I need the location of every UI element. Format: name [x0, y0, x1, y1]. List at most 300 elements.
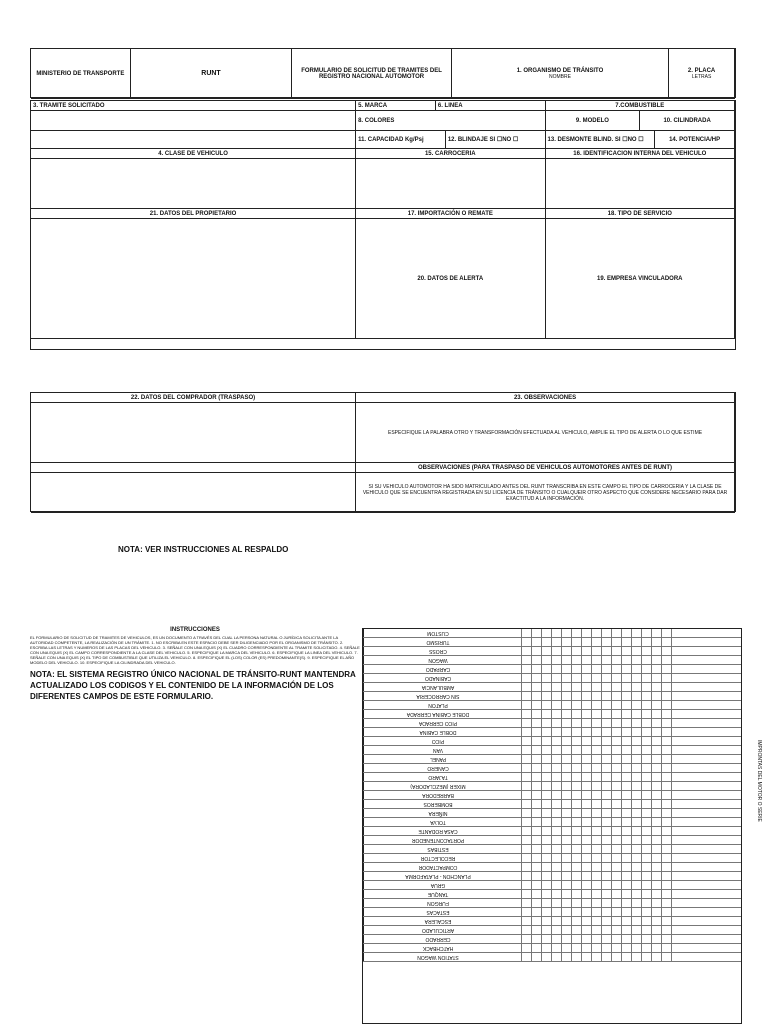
grid-cell[interactable]: [592, 674, 602, 682]
grid-cell[interactable]: [542, 764, 552, 772]
grid-cell[interactable]: [642, 683, 652, 691]
grid-cell[interactable]: [552, 647, 562, 655]
grid-cell[interactable]: [642, 836, 652, 844]
grid-cell[interactable]: [582, 683, 592, 691]
grid-cell[interactable]: [562, 737, 572, 745]
grid-cell[interactable]: [572, 818, 582, 826]
grid-cell[interactable]: [532, 818, 542, 826]
grid-cell[interactable]: [652, 728, 662, 736]
grid-cell[interactable]: [572, 710, 582, 718]
grid-cell[interactable]: [562, 647, 572, 655]
grid-cell[interactable]: [542, 818, 552, 826]
grid-cell[interactable]: [632, 899, 642, 907]
grid-cell[interactable]: [572, 899, 582, 907]
grid-cell[interactable]: [542, 629, 552, 637]
grid-cell[interactable]: [512, 944, 522, 952]
grid-cell[interactable]: [522, 908, 532, 916]
grid-cell[interactable]: [642, 872, 652, 880]
grid-cell[interactable]: [652, 899, 662, 907]
grid-cell[interactable]: [562, 926, 572, 934]
grid-cell[interactable]: [622, 791, 632, 799]
grid-cell[interactable]: [632, 935, 642, 943]
grid-cell[interactable]: [622, 647, 632, 655]
grid-cell[interactable]: [592, 917, 602, 925]
grid-cell[interactable]: [522, 629, 532, 637]
grid-cell[interactable]: [552, 791, 562, 799]
grid-cell[interactable]: [602, 881, 612, 889]
grid-cell[interactable]: [652, 800, 662, 808]
grid-cell[interactable]: [632, 908, 642, 916]
grid-cell[interactable]: [642, 638, 652, 646]
grid-cell[interactable]: [622, 674, 632, 682]
grid-cell[interactable]: [512, 764, 522, 772]
grid-cell[interactable]: [612, 953, 622, 961]
grid-cell[interactable]: [612, 917, 622, 925]
empresa-fields[interactable]: [546, 219, 735, 339]
grid-cell[interactable]: [652, 656, 662, 664]
grid-cell[interactable]: [622, 782, 632, 790]
grid-cell[interactable]: [572, 656, 582, 664]
grid-cell[interactable]: [662, 683, 672, 691]
grid-cell[interactable]: [632, 719, 642, 727]
grid-cell[interactable]: [512, 836, 522, 844]
grid-cell[interactable]: [542, 755, 552, 763]
grid-cell[interactable]: [512, 872, 522, 880]
grid-cell[interactable]: [662, 728, 672, 736]
grid-cell[interactable]: [582, 863, 592, 871]
grid-cell[interactable]: [572, 791, 582, 799]
grid-cell[interactable]: [592, 845, 602, 853]
grid-cell[interactable]: [552, 701, 562, 709]
grid-cell[interactable]: [572, 926, 582, 934]
grid-cell[interactable]: [662, 719, 672, 727]
grid-cell[interactable]: [572, 890, 582, 898]
grid-cell[interactable]: [592, 701, 602, 709]
grid-cell[interactable]: [582, 746, 592, 754]
grid-cell[interactable]: [622, 638, 632, 646]
grid-cell[interactable]: [512, 926, 522, 934]
grid-cell[interactable]: [522, 764, 532, 772]
grid-cell[interactable]: [612, 692, 622, 700]
grid-cell[interactable]: [582, 665, 592, 673]
grid-cell[interactable]: [592, 854, 602, 862]
grid-cell[interactable]: [652, 755, 662, 763]
grid-cell[interactable]: [602, 872, 612, 880]
grid-cell[interactable]: [632, 872, 642, 880]
grid-cell[interactable]: [602, 935, 612, 943]
grid-cell[interactable]: [592, 944, 602, 952]
grid-cell[interactable]: [522, 737, 532, 745]
grid-cell[interactable]: [632, 944, 642, 952]
grid-cell[interactable]: [552, 746, 562, 754]
grid-cell[interactable]: [562, 953, 572, 961]
grid-cell[interactable]: [632, 863, 642, 871]
grid-cell[interactable]: [512, 728, 522, 736]
grid-cell[interactable]: [512, 701, 522, 709]
grid-cell[interactable]: [632, 692, 642, 700]
grid-cell[interactable]: [562, 719, 572, 727]
grid-cell[interactable]: [632, 764, 642, 772]
grid-cell[interactable]: [562, 782, 572, 790]
grid-cell[interactable]: [602, 710, 612, 718]
grid-cell[interactable]: [552, 899, 562, 907]
grid-cell[interactable]: [652, 782, 662, 790]
grid-cell[interactable]: [562, 746, 572, 754]
grid-cell[interactable]: [542, 728, 552, 736]
grid-cell[interactable]: [532, 665, 542, 673]
grid-cell[interactable]: [552, 845, 562, 853]
grid-cell[interactable]: [542, 647, 552, 655]
grid-cell[interactable]: [532, 719, 542, 727]
grid-cell[interactable]: [572, 827, 582, 835]
grid-cell[interactable]: [642, 890, 652, 898]
grid-cell[interactable]: [582, 935, 592, 943]
grid-cell[interactable]: [532, 710, 542, 718]
grid-cell[interactable]: [612, 854, 622, 862]
grid-cell[interactable]: [512, 863, 522, 871]
grid-cell[interactable]: [542, 683, 552, 691]
grid-cell[interactable]: [602, 764, 612, 772]
grid-cell[interactable]: [582, 944, 592, 952]
grid-cell[interactable]: [572, 764, 582, 772]
grid-cell[interactable]: [592, 863, 602, 871]
grid-cell[interactable]: [572, 881, 582, 889]
grid-cell[interactable]: [662, 953, 672, 961]
grid-cell[interactable]: [522, 710, 532, 718]
grid-cell[interactable]: [522, 656, 532, 664]
grid-cell[interactable]: [532, 647, 542, 655]
grid-cell[interactable]: [542, 890, 552, 898]
grid-cell[interactable]: [622, 836, 632, 844]
grid-cell[interactable]: [522, 773, 532, 781]
grid-cell[interactable]: [532, 890, 542, 898]
grid-cell[interactable]: [592, 629, 602, 637]
grid-cell[interactable]: [582, 845, 592, 853]
grid-cell[interactable]: [652, 737, 662, 745]
grid-cell[interactable]: [612, 701, 622, 709]
grid-cell[interactable]: [512, 908, 522, 916]
grid-cell[interactable]: [582, 926, 592, 934]
grid-cell[interactable]: [592, 782, 602, 790]
grid-cell[interactable]: [572, 683, 582, 691]
grid-cell[interactable]: [522, 746, 532, 754]
grid-cell[interactable]: [592, 746, 602, 754]
grid-cell[interactable]: [572, 692, 582, 700]
grid-cell[interactable]: [512, 719, 522, 727]
grid-cell[interactable]: [642, 764, 652, 772]
grid-cell[interactable]: [542, 863, 552, 871]
grid-cell[interactable]: [532, 908, 542, 916]
grid-cell[interactable]: [662, 908, 672, 916]
grid-cell[interactable]: [622, 773, 632, 781]
grid-cell[interactable]: [542, 719, 552, 727]
grid-cell[interactable]: [642, 746, 652, 754]
grid-cell[interactable]: [582, 809, 592, 817]
grid-cell[interactable]: [652, 836, 662, 844]
grid-cell[interactable]: [602, 791, 612, 799]
grid-cell[interactable]: [612, 863, 622, 871]
grid-cell[interactable]: [582, 854, 592, 862]
grid-cell[interactable]: [632, 737, 642, 745]
grid-cell[interactable]: [562, 827, 572, 835]
grid-cell[interactable]: [632, 665, 642, 673]
grid-cell[interactable]: [602, 683, 612, 691]
grid-cell[interactable]: [592, 638, 602, 646]
grid-cell[interactable]: [552, 827, 562, 835]
grid-cell[interactable]: [552, 809, 562, 817]
grid-cell[interactable]: [562, 809, 572, 817]
grid-cell[interactable]: [522, 692, 532, 700]
grid-cell[interactable]: [542, 638, 552, 646]
grid-cell[interactable]: [632, 800, 642, 808]
grid-cell[interactable]: [562, 764, 572, 772]
grid-cell[interactable]: [512, 674, 522, 682]
grid-cell[interactable]: [572, 755, 582, 763]
grid-cell[interactable]: [582, 899, 592, 907]
grid-cell[interactable]: [522, 674, 532, 682]
grid-cell[interactable]: [602, 656, 612, 664]
grid-cell[interactable]: [542, 836, 552, 844]
grid-cell[interactable]: [562, 872, 572, 880]
grid-cell[interactable]: [522, 845, 532, 853]
grid-cell[interactable]: [552, 656, 562, 664]
grid-cell[interactable]: [552, 863, 562, 871]
comprador-fields[interactable]: [31, 403, 356, 463]
grid-cell[interactable]: [612, 809, 622, 817]
grid-cell[interactable]: [602, 836, 612, 844]
grid-cell[interactable]: [532, 926, 542, 934]
grid-cell[interactable]: [662, 737, 672, 745]
grid-cell[interactable]: [512, 935, 522, 943]
grid-cell[interactable]: [522, 755, 532, 763]
grid-cell[interactable]: [512, 854, 522, 862]
grid-cell[interactable]: [572, 719, 582, 727]
grid-cell[interactable]: [512, 800, 522, 808]
grid-cell[interactable]: [552, 710, 562, 718]
grid-cell[interactable]: [562, 692, 572, 700]
grid-cell[interactable]: [642, 728, 652, 736]
grid-cell[interactable]: [602, 692, 612, 700]
grid-cell[interactable]: [542, 692, 552, 700]
grid-cell[interactable]: [612, 890, 622, 898]
grid-cell[interactable]: [652, 665, 662, 673]
grid-cell[interactable]: [602, 944, 612, 952]
grid-cell[interactable]: [592, 791, 602, 799]
grid-cell[interactable]: [512, 881, 522, 889]
grid-cell[interactable]: [622, 701, 632, 709]
grid-cell[interactable]: [632, 836, 642, 844]
grid-cell[interactable]: [612, 656, 622, 664]
grid-cell[interactable]: [622, 737, 632, 745]
grid-cell[interactable]: [642, 908, 652, 916]
grid-cell[interactable]: [582, 827, 592, 835]
grid-cell[interactable]: [522, 854, 532, 862]
grid-cell[interactable]: [562, 800, 572, 808]
grid-cell[interactable]: [582, 818, 592, 826]
grid-cell[interactable]: [552, 674, 562, 682]
grid-cell[interactable]: [592, 719, 602, 727]
grid-cell[interactable]: [652, 746, 662, 754]
grid-cell[interactable]: [602, 737, 612, 745]
grid-cell[interactable]: [512, 827, 522, 835]
grid-cell[interactable]: [582, 719, 592, 727]
grid-cell[interactable]: [652, 881, 662, 889]
grid-cell[interactable]: [642, 863, 652, 871]
grid-cell[interactable]: [612, 737, 622, 745]
grid-cell[interactable]: [562, 791, 572, 799]
grid-cell[interactable]: [602, 845, 612, 853]
grid-cell[interactable]: [532, 944, 542, 952]
grid-cell[interactable]: [642, 719, 652, 727]
grid-cell[interactable]: [662, 935, 672, 943]
grid-cell[interactable]: [512, 755, 522, 763]
grid-cell[interactable]: [602, 728, 612, 736]
grid-cell[interactable]: [552, 638, 562, 646]
grid-cell[interactable]: [562, 836, 572, 844]
grid-cell[interactable]: [532, 863, 542, 871]
grid-cell[interactable]: [552, 683, 562, 691]
grid-cell[interactable]: [622, 917, 632, 925]
grid-cell[interactable]: [612, 665, 622, 673]
grid-cell[interactable]: [622, 872, 632, 880]
grid-cell[interactable]: [582, 674, 592, 682]
grid-cell[interactable]: [562, 701, 572, 709]
grid-cell[interactable]: [622, 755, 632, 763]
grid-cell[interactable]: [652, 719, 662, 727]
grid-cell[interactable]: [602, 800, 612, 808]
grid-cell[interactable]: [582, 701, 592, 709]
grid-cell[interactable]: [612, 935, 622, 943]
grid-cell[interactable]: [522, 917, 532, 925]
grid-cell[interactable]: [592, 710, 602, 718]
importacion-fields[interactable]: [356, 219, 545, 339]
grid-cell[interactable]: [612, 818, 622, 826]
grid-cell[interactable]: [642, 926, 652, 934]
grid-cell[interactable]: [642, 827, 652, 835]
grid-cell[interactable]: [612, 827, 622, 835]
grid-cell[interactable]: [602, 908, 612, 916]
grid-cell[interactable]: [642, 800, 652, 808]
grid-cell[interactable]: [542, 746, 552, 754]
grid-cell[interactable]: [512, 809, 522, 817]
grid-cell[interactable]: [602, 647, 612, 655]
grid-cell[interactable]: [582, 872, 592, 880]
grid-cell[interactable]: [642, 656, 652, 664]
grid-cell[interactable]: [572, 782, 582, 790]
grid-cell[interactable]: [602, 773, 612, 781]
grid-cell[interactable]: [592, 827, 602, 835]
grid-cell[interactable]: [662, 692, 672, 700]
grid-cell[interactable]: [612, 710, 622, 718]
grid-cell[interactable]: [522, 638, 532, 646]
grid-cell[interactable]: [522, 944, 532, 952]
grid-cell[interactable]: [592, 656, 602, 664]
grid-cell[interactable]: [582, 629, 592, 637]
grid-cell[interactable]: [582, 773, 592, 781]
grid-cell[interactable]: [622, 800, 632, 808]
grid-cell[interactable]: [592, 881, 602, 889]
grid-cell[interactable]: [512, 917, 522, 925]
grid-cell[interactable]: [572, 773, 582, 781]
grid-cell[interactable]: [562, 935, 572, 943]
grid-cell[interactable]: [512, 656, 522, 664]
grid-cell[interactable]: [582, 764, 592, 772]
grid-cell[interactable]: [592, 647, 602, 655]
grid-cell[interactable]: [552, 800, 562, 808]
grid-cell[interactable]: [622, 665, 632, 673]
grid-cell[interactable]: [572, 935, 582, 943]
grid-cell[interactable]: [542, 800, 552, 808]
grid-cell[interactable]: [652, 935, 662, 943]
grid-cell[interactable]: [592, 890, 602, 898]
grid-cell[interactable]: [522, 899, 532, 907]
grid-cell[interactable]: [532, 656, 542, 664]
grid-cell[interactable]: [552, 764, 562, 772]
grid-cell[interactable]: [592, 773, 602, 781]
grid-cell[interactable]: [572, 647, 582, 655]
grid-cell[interactable]: [542, 701, 552, 709]
grid-cell[interactable]: [572, 665, 582, 673]
grid-cell[interactable]: [652, 890, 662, 898]
grid-cell[interactable]: [532, 755, 542, 763]
grid-cell[interactable]: [522, 809, 532, 817]
grid-cell[interactable]: [522, 683, 532, 691]
grid-cell[interactable]: [642, 899, 652, 907]
grid-cell[interactable]: [662, 890, 672, 898]
grid-cell[interactable]: [592, 809, 602, 817]
grid-cell[interactable]: [572, 917, 582, 925]
grid-cell[interactable]: [602, 782, 612, 790]
grid-cell[interactable]: [662, 917, 672, 925]
grid-cell[interactable]: [582, 656, 592, 664]
grid-cell[interactable]: [652, 953, 662, 961]
grid-cell[interactable]: [532, 953, 542, 961]
grid-cell[interactable]: [542, 854, 552, 862]
grid-cell[interactable]: [552, 719, 562, 727]
grid-cell[interactable]: [512, 818, 522, 826]
grid-cell[interactable]: [642, 674, 652, 682]
grid-cell[interactable]: [512, 746, 522, 754]
grid-cell[interactable]: [532, 845, 542, 853]
grid-cell[interactable]: [622, 827, 632, 835]
grid-cell[interactable]: [612, 800, 622, 808]
grid-cell[interactable]: [642, 773, 652, 781]
grid-cell[interactable]: [662, 764, 672, 772]
grid-cell[interactable]: [652, 791, 662, 799]
grid-cell[interactable]: [552, 755, 562, 763]
grid-cell[interactable]: [662, 791, 672, 799]
grid-cell[interactable]: [582, 890, 592, 898]
grid-cell[interactable]: [572, 863, 582, 871]
grid-cell[interactable]: [552, 818, 562, 826]
grid-cell[interactable]: [662, 674, 672, 682]
grid-cell[interactable]: [622, 863, 632, 871]
grid-cell[interactable]: [652, 710, 662, 718]
grid-cell[interactable]: [512, 692, 522, 700]
grid-cell[interactable]: [632, 926, 642, 934]
grid-cell[interactable]: [592, 764, 602, 772]
grid-cell[interactable]: [622, 845, 632, 853]
grid-cell[interactable]: [642, 845, 652, 853]
grid-cell[interactable]: [652, 818, 662, 826]
grid-cell[interactable]: [602, 890, 612, 898]
grid-cell[interactable]: [552, 908, 562, 916]
grid-cell[interactable]: [512, 782, 522, 790]
grid-cell[interactable]: [592, 728, 602, 736]
grid-cell[interactable]: [602, 719, 612, 727]
grid-cell[interactable]: [642, 944, 652, 952]
grid-cell[interactable]: [632, 701, 642, 709]
